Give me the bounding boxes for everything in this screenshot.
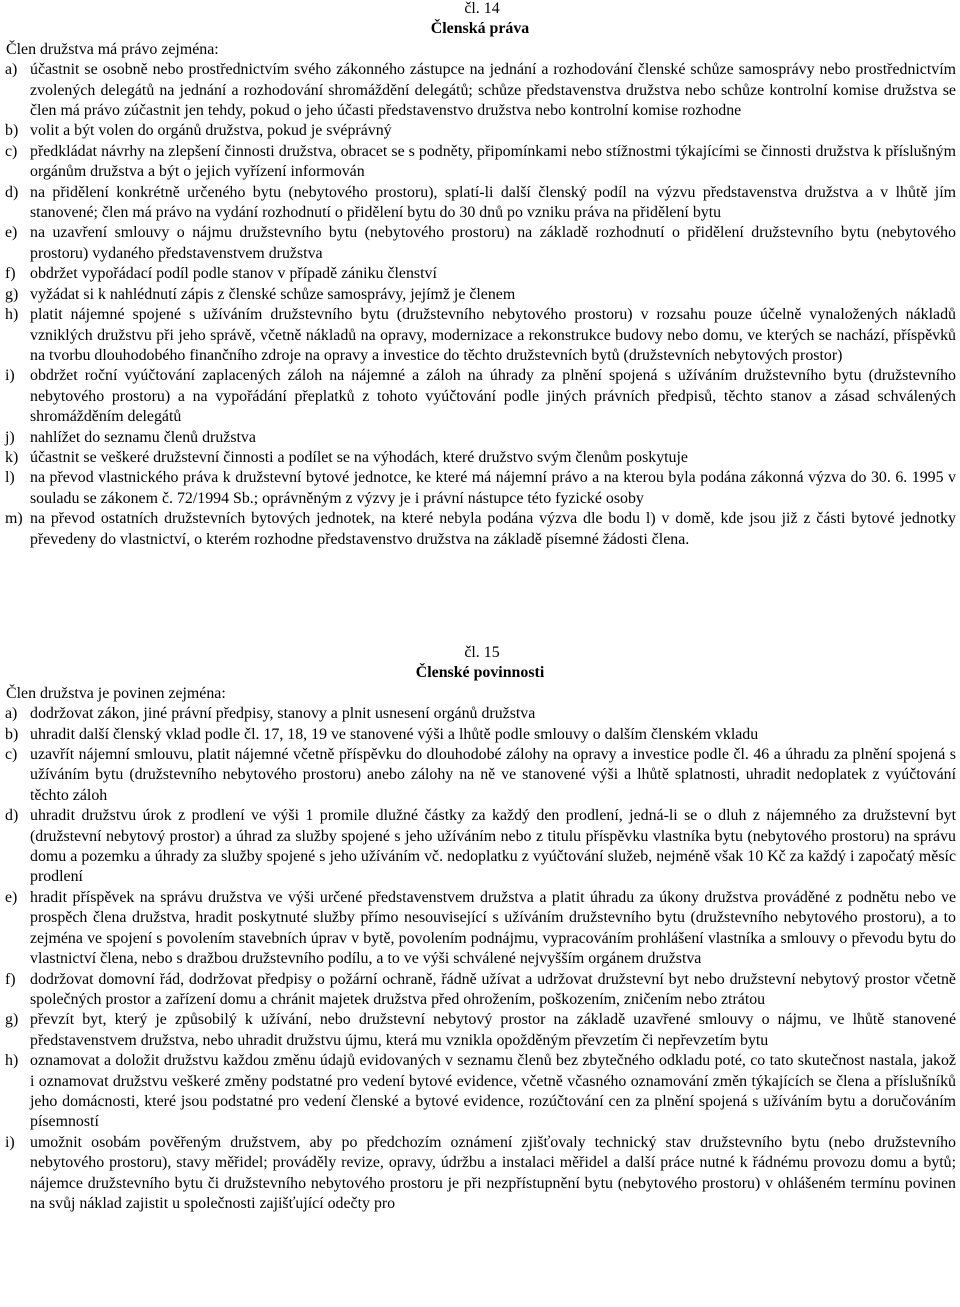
item-text: oznamovat a doložit družstvu každou změnu údajů evidovaných v seznamu členů bez zbytečného odkladu poté, co tato skutečnost nastala, jakož i oznamovat družstvu veškeré změny podstatné pro vedení bytové evidence, včetně včasného oznamování změn týkajících se člena a příslušníků jeho domácnosti, které jsou podstatné pro vedení členské a bytové evidence, rozúčtování cen za plnění spojená s užíváním bytu a doručováním písemností <box>30 1052 956 1131</box>
item-text: nahlížet do seznamu členů družstva <box>30 428 256 446</box>
item-label: j) <box>5 428 15 446</box>
article-14-item <box>0 366 960 427</box>
article-14-item <box>0 285 960 305</box>
item-label: k) <box>5 448 19 466</box>
article-14-number: čl. 14 <box>464 0 500 17</box>
article-15-item <box>0 725 960 745</box>
item-label: e) <box>5 888 18 906</box>
article-15-item <box>0 1010 960 1051</box>
item-text: platit nájemné spojené s užíváním družstevního bytu (družstevního nebytového prostoru) v rozsahu pouze účelně vynaložených nákladů vzniklých družstvu při jeho správě, včetně nákladů na opravy, modernizace a rekonstrukce budovy nebo domu, ve kterých se nachází, příspěvků na tvorbu dlouhodobého finančního zdroje na opravy a investice do těchto družstevních bytů (družstevních nebytových prostor) <box>30 306 956 364</box>
article-14 <box>0 0 960 550</box>
article-14-item <box>0 121 960 141</box>
article-15-number: čl. 15 <box>464 644 500 661</box>
item-text: na přidělení konkrétně určeného bytu (nebytového prostoru), splatí-li další členský podíl na výzvu představenstva družstva a v lhůtě jím stanovené; člen má právo na vydání rozhodnutí o přidělení bytu do 30 dnů po vzniku práva na přidělení bytu <box>30 183 956 222</box>
item-text: uhradit další členský vklad podle čl. 17, 18, 19 ve stanovené výši a lhůtě podle smlouvy o dalším členském vkladu <box>30 725 759 743</box>
item-label: c) <box>5 746 18 764</box>
article-14-intro: Člen družstva má právo zejména: <box>6 40 219 58</box>
article-15-intro: Člen družstva je povinen zejména: <box>6 684 226 702</box>
item-label: l) <box>5 469 15 487</box>
item-text: účastnit se veškeré družstevní činnosti a podílet se na výhodách, které družstvo svým členům poskytuje <box>30 448 688 466</box>
article-15-item <box>0 970 960 1011</box>
article-14-item <box>0 448 960 468</box>
item-label: g) <box>5 285 19 303</box>
article-14-item <box>0 60 960 121</box>
item-text: na převod ostatních družstevních bytových jednotek, na které nebyla podána výzva dle bodu l) v domě, kde jsou již z části bytové jednotky převedeny do vlastnictví, o kterém rozhodne představenstvo družstva na základě písemné žádosti člena. <box>30 510 956 548</box>
article-14-item <box>0 223 960 264</box>
item-text: dodržovat zákon, jiné právní předpisy, stanovy a plnit usnesení orgánů družstva <box>30 705 536 723</box>
article-14-item <box>0 142 960 183</box>
article-15-item <box>0 1051 960 1133</box>
item-label: g) <box>5 1011 19 1029</box>
article-15 <box>0 643 960 1214</box>
item-text: uhradit družstvu úrok z prodlení ve výši 1 promile dlužné částky za každý den prodlení, jedná-li se o dluh z nájemného za družstevní byt (družstevní nebytový prostor) a úhrad za služby spojené s jeho užíváním nebo z titulu příspěvku vlastníka bytu (nebytového prostoru) na správu domu a pozemku a úhrady za služby spojené s jeho užíváním vč. nedoplatku z vyúčtování služeb, nejméně však 10 Kč za každý i započatý měsíc prodlení <box>30 807 956 886</box>
article-15-item <box>0 806 960 888</box>
item-text: hradit příspěvek na správu družstva ve výši určené představenstvem družstva a platit úhradu za úkony družstva prováděné z podnětu nebo ve prospěch člena družstva, hradit poskytnuté služby přímo nesouvisející s užíváním družstevního bytu (družstevního nebytového prostoru), a to zejména ve spojení s povolením stavebních úprav v bytě, povolením podnájmu, vypracováním prohlášení vlastníka a smlouvy o převodu bytu do vlastnictví člena, nebo s dražbou družstevního podílu, a to ve výši schválené nejvyšším orgánem družstva <box>30 888 956 968</box>
item-label: a) <box>5 705 18 723</box>
item-label: i) <box>5 367 15 385</box>
item-label: e) <box>5 224 18 242</box>
item-label: f) <box>5 265 16 283</box>
item-label: h) <box>5 306 19 324</box>
item-label: f) <box>5 970 16 988</box>
article-14-item <box>0 428 960 448</box>
article-14-list <box>0 60 960 550</box>
item-text: volit a být volen do orgánů družstva, pokud je svéprávný <box>30 122 392 140</box>
item-text: dodržovat domovní řád, dodržovat předpisy o požární ochraně, řádně užívat a udržovat družstevní byt nebo družstevní nebytový prostor včetně společných prostor a zařízení domu a chránit majetek družstva před ohrožením, poškozením, zničením nebo ztrátou <box>30 970 956 1008</box>
item-label: d) <box>5 807 19 825</box>
item-text: obdržet vypořádací podíl podle stanov v případě zániku členství <box>30 265 437 283</box>
item-text: předkládat návrhy na zlepšení činnosti družstva, obracet se s podněty, připomínkami nebo stížnostmi týkajícími se činnosti družstva k příslušným orgánům družstva a být o jejich vyřízení informován <box>30 142 956 181</box>
item-text: obdržet roční vyúčtování zaplacených záloh na nájemné a záloh na úhrady za plnění spojená s užíváním družstevního bytu (družstevního nebytového prostoru) a na vypořádání přeplatků z tohoto vyúčtování podle jiných právních předpisů, těchto stanov a zásad schválených shromážděním delegátů <box>30 367 956 426</box>
item-text: účastnit se osobně nebo prostřednictvím svého zákonného zástupce na jednání a rozhodování členské schůze samosprávy nebo prostřednictvím zvolených delegátů na jednání a rozhodování shromáždění delegátů; schůze představenstva družstva nebo schůze kontrolní komise družstva se člen má právo zúčastnit jen tehdy, pokud o jeho účasti představenstvo družstva nebo kontrolní komise rozhodne <box>30 61 956 120</box>
item-text: vyžádat si k nahlédnutí zápis z členské schůze samosprávy, jejímž je členem <box>30 285 516 303</box>
item-label: i) <box>5 1133 15 1151</box>
item-text: převzít byt, který je způsobilý k užívání, nebo družstevní nebytový prostor na základě uzavřené smlouvy o nájmu, ve lhůtě stanovené představenstvem družstva, nebo uhradit družstvu újmu, která mu vznikla opožděným převzetím či nepřevzetím bytu <box>30 1011 956 1049</box>
article-14-title: Členská práva <box>430 20 530 38</box>
item-text: na převod vlastnického práva k družstevní bytové jednotce, ke které má nájemní právo a na kterou byla podána zákonná výzva do 30. 6. 1995 v souladu se zákonem č. 72/1994 Sb.; oprávněným z výzvy je i právní nástupce této fyzické osoby <box>30 469 956 507</box>
article-15-title: Členské povinnosti <box>415 664 545 682</box>
item-label: a) <box>5 61 18 79</box>
article-14-item <box>0 468 960 509</box>
item-text: uzavřít nájemní smlouvu, platit nájemné včetně příspěvku do dlouhodobé zálohy na opravy a investice podle čl. 46 a úhradu za plnění spojená s užíváním bytu (družstevního nebytového prostoru) anebo zálohy na ně ve stanovené výši a lhůtě splatnosti, uhradit nedoplatek z vyúčtování těchto záloh <box>30 746 956 804</box>
item-label: d) <box>5 183 19 201</box>
item-label: b) <box>5 725 19 743</box>
article-15-item <box>0 1133 960 1215</box>
article-14-item <box>0 264 960 284</box>
article-15-item <box>0 888 960 970</box>
article-15-item <box>0 745 960 806</box>
item-text: na uzavření smlouvy o nájmu družstevního bytu (nebytového prostoru) na základě rozhodnutí o přidělení družstevního bytu (nebytového prostoru) vydaného představenstvem družstva <box>30 224 956 262</box>
item-label: b) <box>5 122 19 140</box>
article-15-list <box>0 704 960 1214</box>
article-15-item <box>0 704 960 724</box>
article-14-item <box>0 509 960 550</box>
item-label: m) <box>5 510 23 528</box>
item-label: c) <box>5 142 18 160</box>
item-text: umožnit osobám pověřeným družstvem, aby po předchozím oznámení zjišťovaly technický stav družstevního bytu (nebo družstevního nebytového prostoru), stavy měřidel; prováděly revize, opravy, údržbu a instalaci měřidel a další práce nutné k řádnému provozu domu a bytů; nájemce družstevního bytu či družstevního nebytového prostoru je při nezpřístupnění bytu (nebytového prostoru) v ohlášeném termínu povinen na svůj náklad zajistit u společnosti zajišťující odečty pro <box>30 1133 956 1212</box>
article-14-item <box>0 305 960 366</box>
article-14-item <box>0 183 960 224</box>
item-label: h) <box>5 1052 19 1070</box>
